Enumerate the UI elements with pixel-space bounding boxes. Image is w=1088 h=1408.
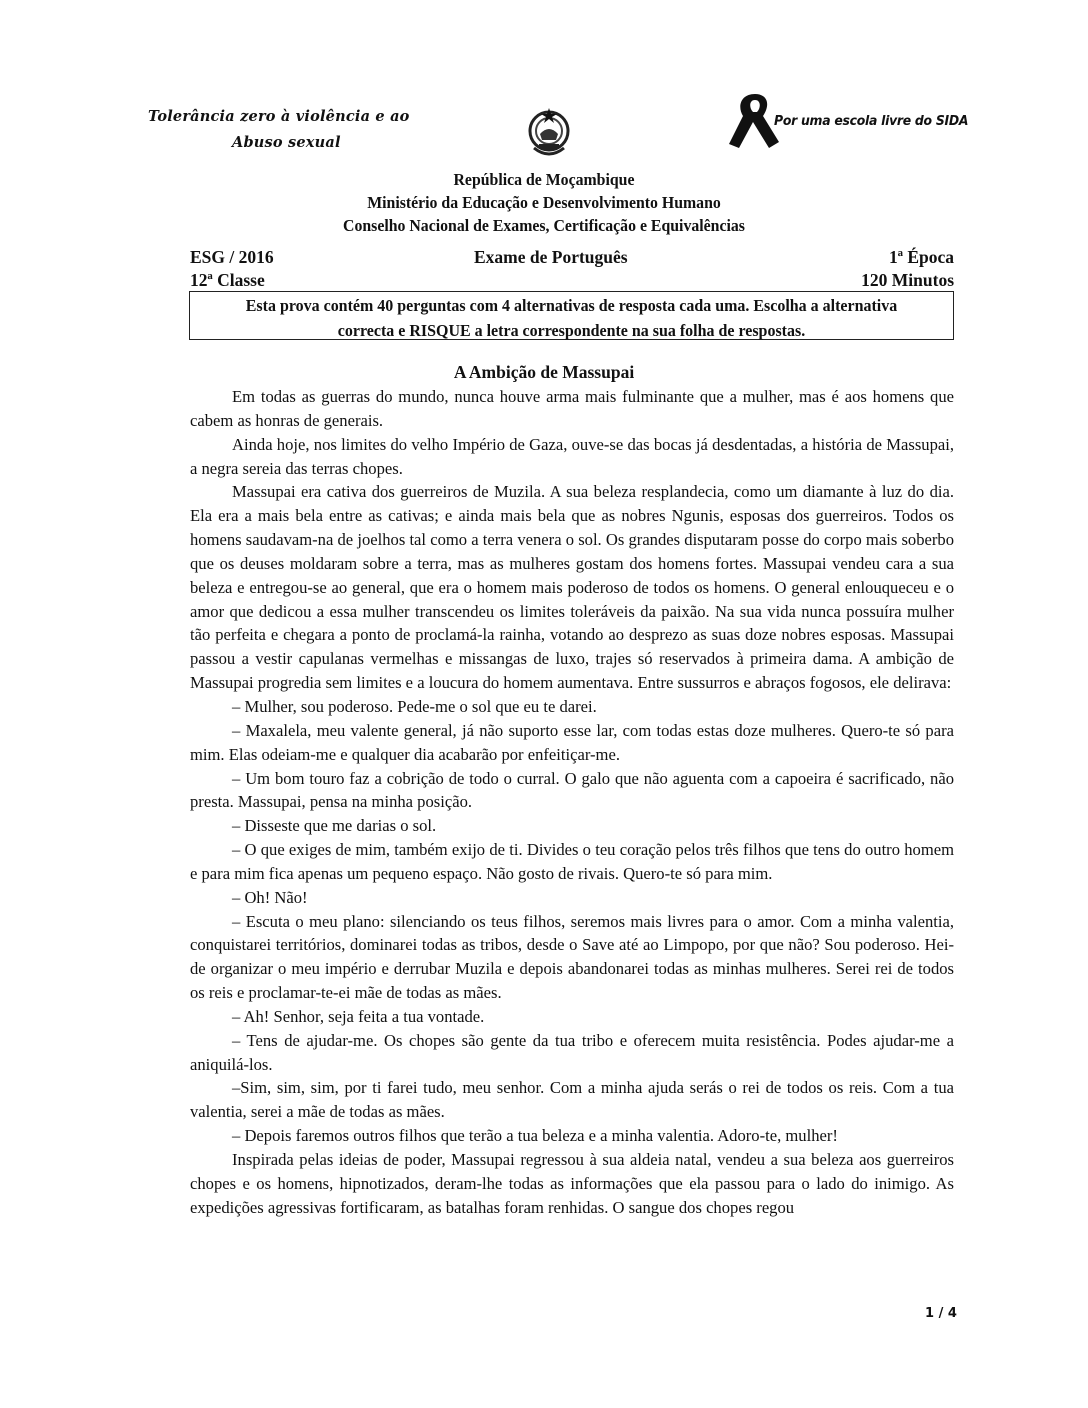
exam-code: ESG / 2016 [190, 247, 274, 267]
slogan-left-line2: Abuso sexual [232, 134, 341, 151]
dialogue-line: – Tens de ajudar-me. Os chopes são gente da tua tribo e oferecem muita resistência. Podes ajudar-me a aniquilá-los. [190, 1030, 954, 1074]
exam-title: Exame de Português [474, 247, 628, 267]
dialogue-line: – Depois faremos outros filhos que terão a tua beleza e a minha valentia. Adoro-te, mulher! [232, 1126, 838, 1146]
dialogue-line: – Mulher, sou poderoso. Pede-me o sol que eu te darei. [232, 696, 597, 716]
exam-season: 1ª Época [888, 247, 954, 267]
dialogue-line: – Disseste que me darias o sol. [232, 816, 437, 836]
page-number: 1 / 4 [925, 1306, 957, 1321]
instructions-line-1: Esta prova contém 40 perguntas com 4 alternativas de resposta cada uma. Escolha a alternativa [245, 296, 898, 315]
slogan-right: Por uma escola livre do SIDA [774, 113, 969, 129]
exam-grade: 12ª Classe [190, 270, 265, 290]
dialogue-line: – Escuta o meu plano: silenciando os teus filhos, seremos mais livres para o amor. Com a minha valentia, conquistarei territórios, dominarei todas as tribos, desde o Save até ao Limpopo, por que não? Sou poderoso. Hei-de organizar o meu império e derrubar Muzila e depois abandonarei todas as minhas mulheres. Serei rei de todos os reis e proclamar-te-ei mãe de todas as mães. [190, 911, 954, 1003]
paragraph: Ainda hoje, nos limites do velho Império de Gaza, ouve-se das bocas já desdentadas, a história de Massupai, a negra sereia das terras chopes. [190, 434, 954, 478]
exam-duration: 120 Minutos [861, 270, 954, 290]
slogan-left-line1: Tolerância zero à violência e ao [148, 108, 410, 125]
dialogue-line: – O que exiges de mim, também exijo de ti. Divides o teu coração pelos três filhos que tens do outro homem e para mim fica apenas um pequeno espaço. Não gosto de rivais. Quero-te só para mim. [190, 840, 954, 883]
instructions-box [189, 291, 954, 340]
dialogue-line: – Ah! Senhor, seja feita a tua vontade. [232, 1006, 485, 1026]
institution-line-2: Ministério da Educação e Desenvolvimento Humano [367, 193, 721, 212]
institution-line-1: República de Moçambique [453, 170, 635, 189]
coat-of-arms-emblem-icon [526, 104, 572, 162]
paragraph: Massupai era cativa dos guerreiros de Muzila. A sua beleza resplandecia, como um diamante à luz do dia. Ela era a mais bela entre as cativas; e ainda mais bela que as nobres Ngunis, esposas dos guerreiros. Todos os homens saudavam-na de joelhos tal como a terra venera o sol. Os grandes disputaram posse do corpo mais soberbo que os deuses moldaram sobre a terra, mas as mulheres gostam dos homens fortes. Massupai vendeu cara a sua beleza e entregou-se ao general, que era o homem mais poderoso de todos os homens. O general enlouqueceu e o amor que dedicou a essa mulher transcendeu os limites toleráveis da paixão. Na sua vida nunca possuíra mulher tão perfeita e chegara a ponto de proclamá-la rainha, votando ao desprezo as suas doze nobres esposas. Massupai passou a vestir capulanas vermelhas e missangas de luxo, trajes só reservados à primeira dama. A ambição de Massupai progredia sem limites e a loucura do homem aumentava. Entre sussurros e abraços fogosos, ele delirava: [190, 482, 954, 693]
institution-line-3: Conselho Nacional de Exames, Certificação e Equivalências [343, 216, 745, 235]
dialogue-line: – Oh! Não! [232, 887, 308, 907]
paragraph: Inspirada pelas ideias de poder, Massupai regressou à sua aldeia natal, vendeu a sua beleza aos guerreiros chopes e os homens, hipnotizados, deram-lhe todas as informações que ela passou para o lado do inimigo. As expedições agressivas fortificaram, as batalhas foram renhidas. O sangue dos chopes regou [190, 1150, 954, 1217]
dialogue-line: – Maxalela, meu valente general, já não suporto esse lar, com todas estas doze mulheres. Quero-te só para mim. Elas odeiam-me e qualquer dia acabarão por enfeitiçar-me. [190, 720, 954, 764]
reading-text [190, 385, 954, 1220]
instructions-line-2: correcta e RISQUE a letra correspondente na sua folha de respostas. [337, 321, 806, 340]
paragraph: Em todas as guerras do mundo, nunca houve arma mais fulminante que a mulher, mas é aos homens que cabem as honras de generais. [190, 387, 954, 430]
dialogue-line: –Sim, sim, sim, por ti farei tudo, meu senhor. Com a minha ajuda serás o rei de todos os reis. Com a tua valentia, serei a mãe de todas as mães. [190, 1078, 954, 1122]
dialogue-line: – Um bom touro faz a cobrição de todo o curral. O galo que não aguenta com a capoeira é sacrificado, não presta. Massupai, pensa na minha posição. [190, 768, 954, 812]
text-title: A Ambição de Massupai [453, 362, 635, 382]
